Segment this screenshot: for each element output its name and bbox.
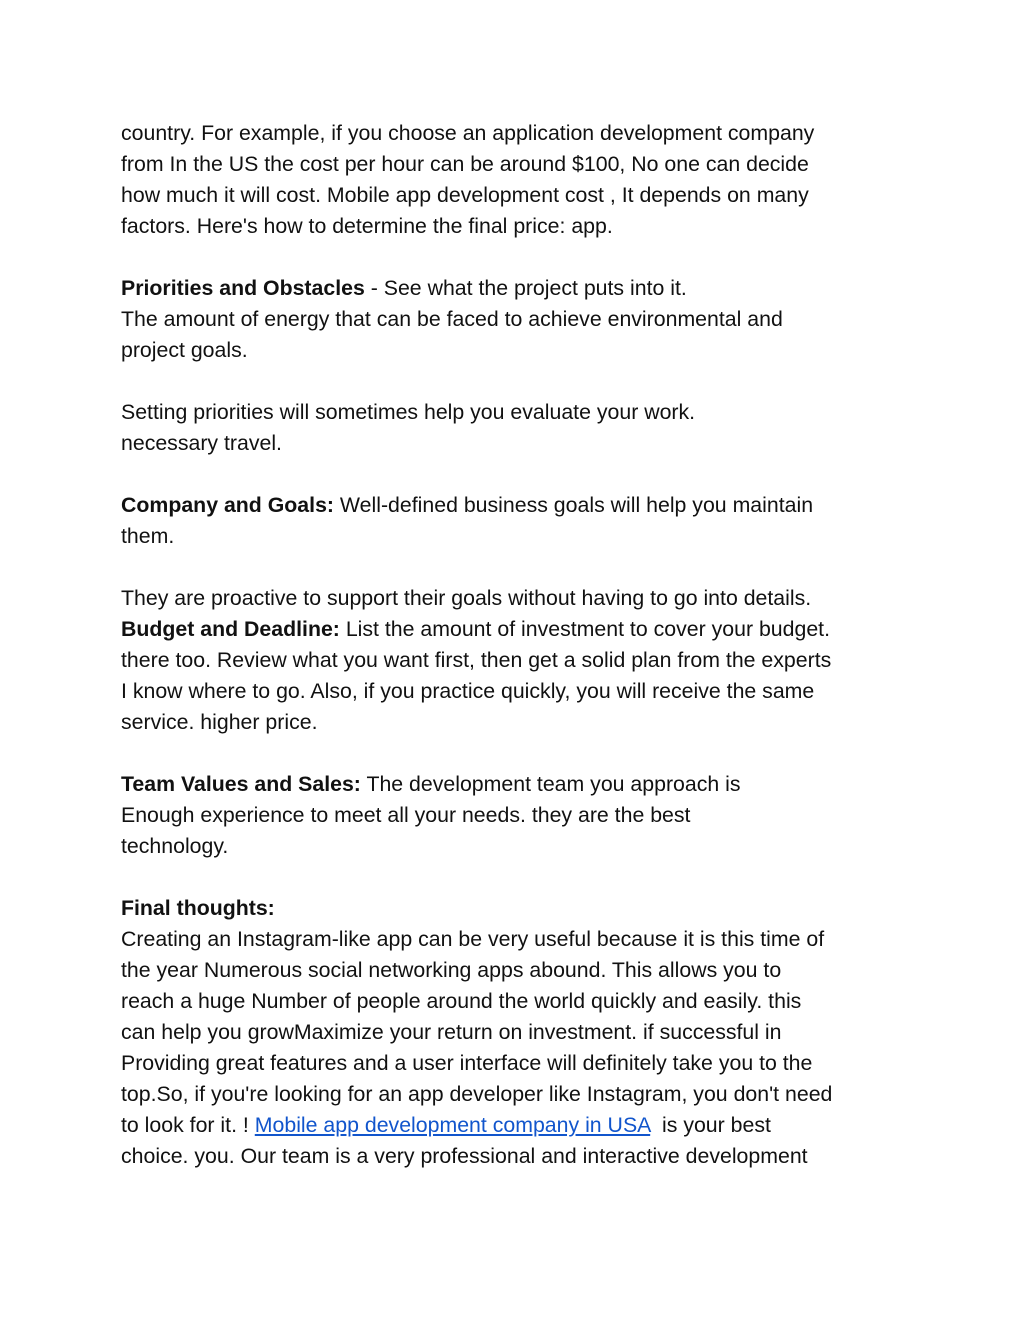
paragraph-setting-priorities <box>121 397 911 459</box>
text-line: They are proactive to support their goals without having to go into details. <box>121 586 812 610</box>
text-line: factors. Here's how to determine the final price: app. <box>121 214 613 238</box>
text-line: choice. you. Our team is a very professional and interactive development <box>121 1144 808 1168</box>
text-line <box>121 490 911 521</box>
text-line <box>121 893 911 924</box>
text-line: top.So, if you're looking for an app developer like Instagram, you don't need <box>121 1082 833 1106</box>
text-line <box>121 1110 911 1141</box>
text-line: there too. Review what you want first, then get a solid plan from the experts <box>121 648 832 672</box>
text-line: service. higher price. <box>121 710 318 734</box>
text-line <box>121 273 911 304</box>
text-line: country. For example, if you choose an application development company <box>121 121 815 145</box>
text-line: the year Numerous social networking apps abound. This allows you to <box>121 958 782 982</box>
text-line: project goals. <box>121 338 248 362</box>
text-line: necessary travel. <box>121 431 282 455</box>
section-heading: Budget and Deadline: <box>121 617 340 641</box>
paragraph-budget <box>121 583 911 738</box>
text-line: how much it will cost. Mobile app development cost , It depends on many <box>121 183 809 207</box>
document-page <box>121 118 911 1172</box>
text-line: Setting priorities will sometimes help you evaluate your work. <box>121 400 696 424</box>
text-run: Well-defined business goals will help you maintain <box>334 493 814 517</box>
paragraph-gap <box>121 862 911 893</box>
paragraph-final-thoughts <box>121 893 911 1172</box>
text-line: can help you growMaximize your return on investment. if successful in <box>121 1020 782 1044</box>
text-line: reach a huge Number of people around the world quickly and easily. this <box>121 989 802 1013</box>
text-line: I know where to go. Also, if you practice quickly, you will receive the same <box>121 679 815 703</box>
paragraph-gap <box>121 242 911 273</box>
section-heading: Priorities and Obstacles <box>121 276 365 300</box>
text-run: - See what the project puts into it. <box>364 276 687 300</box>
text-line: them. <box>121 524 175 548</box>
mobile-app-company-link[interactable]: Mobile app development company in USA <box>254 1113 651 1137</box>
text-run: The development team you approach is <box>360 772 741 796</box>
paragraph-gap <box>121 738 911 769</box>
text-line <box>121 614 911 645</box>
section-heading: Company and Goals: <box>121 493 335 517</box>
text-run: is your best <box>650 1113 771 1137</box>
paragraph-company-goals <box>121 490 911 552</box>
text-line: Enough experience to meet all your needs. they are the best <box>121 803 691 827</box>
text-line: from In the US the cost per hour can be around $100, No one can decide <box>121 152 809 176</box>
paragraph-gap <box>121 366 911 397</box>
text-line: technology. <box>121 834 229 858</box>
paragraph-gap <box>121 459 911 490</box>
section-heading: Final thoughts: <box>121 896 275 920</box>
paragraph-gap <box>121 552 911 583</box>
text-run: List the amount of investment to cover your budget. <box>339 617 831 641</box>
text-line: Creating an Instagram-like app can be very useful because it is this time of <box>121 927 825 951</box>
text-line: The amount of energy that can be faced to achieve environmental and <box>121 307 783 331</box>
text-line <box>121 769 911 800</box>
text-run: to look for it. ! <box>121 1113 255 1137</box>
text-line: Providing great features and a user interface will definitely take you to the <box>121 1051 813 1075</box>
paragraph-team-values <box>121 769 911 862</box>
paragraph-cost <box>121 118 911 242</box>
section-heading: Team Values and Sales: <box>121 772 361 796</box>
paragraph-priorities <box>121 273 911 366</box>
